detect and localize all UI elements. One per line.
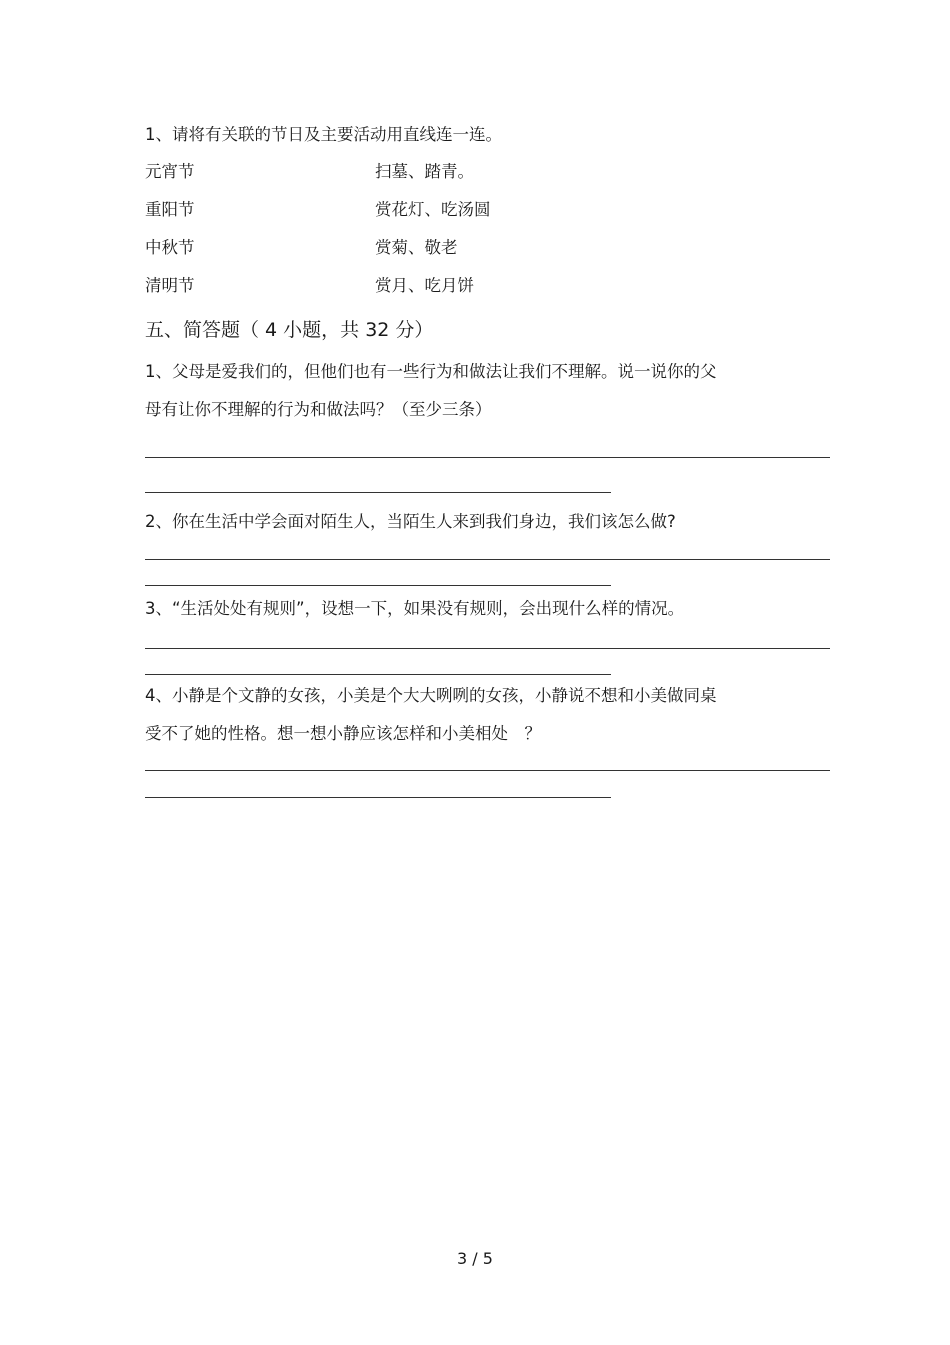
q1-title: 1、请将有关联的节日及主要活动用直线连一连。: [145, 125, 502, 144]
answer-line[interactable]: [145, 674, 611, 675]
answer-line[interactable]: [145, 648, 830, 649]
section-five-heading: 五、简答题（ 4 小题，共 32 分）: [145, 319, 434, 341]
activity-2: 赏花灯、吃汤圆: [375, 200, 491, 219]
question-1-line-1: 1、父母是爱我们的，但他们也有一些行为和做法让我们不理解。说一说你的父: [145, 362, 717, 381]
festival-3: 中秋节: [145, 238, 195, 257]
question-1-line-2: 母有让你不理解的行为和做法吗？（至少三条）: [145, 400, 492, 419]
festival-2: 重阳节: [145, 200, 195, 219]
answer-line[interactable]: [145, 585, 611, 586]
festival-1: 元宵节: [145, 162, 195, 181]
activity-3: 赏菊、敬老: [375, 238, 458, 257]
activity-1: 扫墓、踏青。: [375, 162, 474, 181]
answer-line[interactable]: [145, 770, 830, 771]
page-number: 3 / 5: [457, 1249, 493, 1268]
activity-4: 赏月、吃月饼: [375, 276, 474, 295]
question-2: 2、你在生活中学会面对陌生人，当陌生人来到我们身边，我们该怎么做?: [145, 512, 676, 531]
answer-line[interactable]: [145, 797, 611, 798]
question-4-line-2: 受不了她的性格。想一想小静应该怎样和小美相处 ？: [145, 724, 541, 743]
answer-line[interactable]: [145, 457, 830, 458]
answer-line[interactable]: [145, 559, 830, 560]
answer-line[interactable]: [145, 492, 611, 493]
question-3: 3、“生活处处有规则”，设想一下，如果没有规则，会出现什么样的情况。: [145, 599, 685, 618]
question-4-line-1: 4、小静是个文静的女孩，小美是个大大咧咧的女孩，小静说不想和小美做同桌: [145, 686, 717, 705]
festival-4: 清明节: [145, 276, 195, 295]
